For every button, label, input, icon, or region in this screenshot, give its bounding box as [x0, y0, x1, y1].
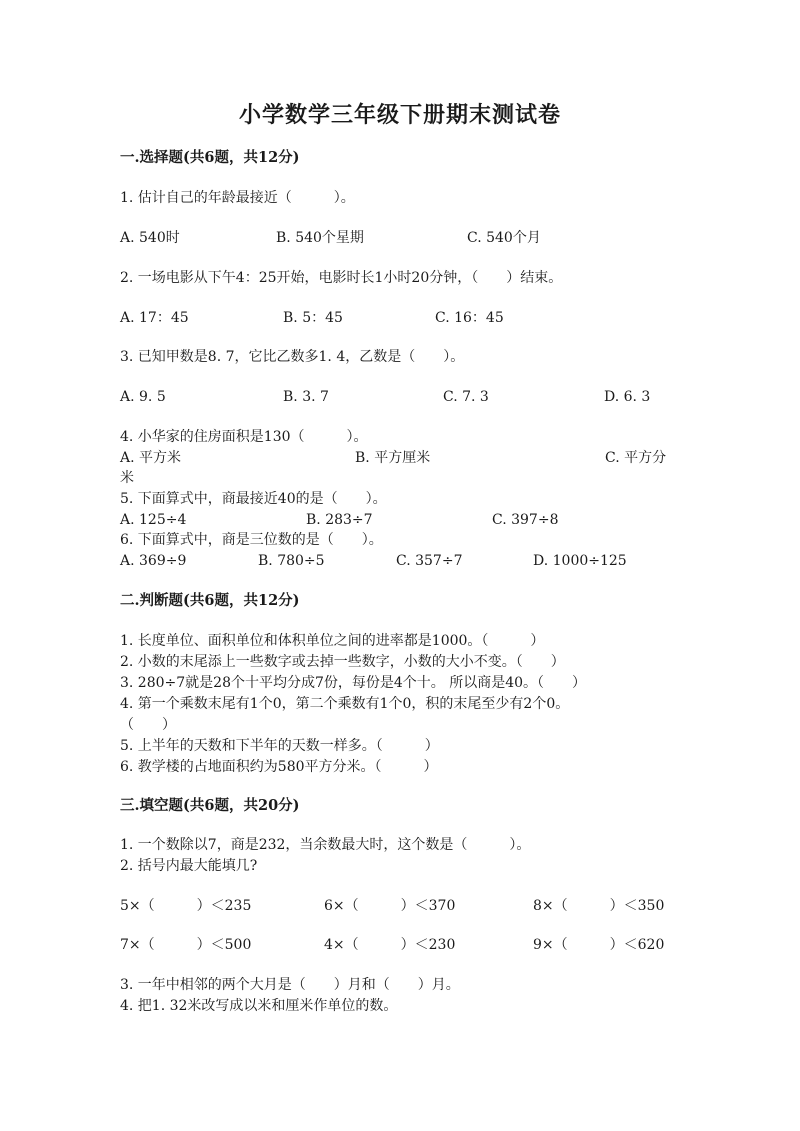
- option-a: A. 369÷9: [120, 553, 187, 569]
- judge-item: 2. 小数的末尾添上一些数字或去掉一些数字，小数的大小不变。（ ）: [120, 654, 565, 670]
- option-b: B. 平方厘米: [355, 450, 431, 466]
- question-text: 4. 小华家的住房面积是130（ ）。: [120, 429, 368, 445]
- option-a: A. 125÷4: [120, 512, 187, 528]
- fill-expression: 4×（ ）＜230: [324, 937, 456, 953]
- section-heading-fill: 三.填空题(共6题，共20分): [120, 797, 300, 814]
- judge-item: 3. 280÷7就是28个十平均分成7份，每份是4个十。 所以商是40。（ ）: [120, 675, 587, 691]
- judge-item: 1. 长度单位、面积单位和体积单位之间的进率都是1000。（ ）: [120, 633, 545, 649]
- judge-item: 4. 第一个乘数末尾有1个0，第二个乘数有1个0，积的末尾至少有2个0。: [120, 696, 570, 712]
- option-c: C. 16：45: [435, 310, 504, 326]
- judge-item: 5. 上半年的天数和下半年的天数一样多。（ ）: [120, 738, 439, 754]
- option-d: D. 1000÷125: [533, 553, 627, 569]
- option-a: A. 17：45: [120, 310, 189, 326]
- question-text: 2. 一场电影从下午4：25开始，电影时长1小时20分钟，（ ）结束。: [120, 270, 563, 286]
- question-text: 6. 下面算式中，商是三位数的是（ ）。: [120, 532, 383, 548]
- fill-expression: 8×（ ）＜350: [533, 898, 665, 914]
- option-c: C. 397÷8: [492, 512, 559, 528]
- option-b: B. 540个星期: [276, 230, 364, 246]
- question-text: 4. 把1. 32米改写成以米和厘米作单位的数。: [120, 998, 398, 1014]
- section-heading-choice: 一.选择题(共6题，共12分): [120, 149, 300, 166]
- fill-expression: 9×（ ）＜620: [533, 937, 665, 953]
- question-text: 5. 下面算式中，商最接近40的是（ ）。: [120, 491, 387, 507]
- option-b: B. 780÷5: [258, 553, 325, 569]
- option-c-wrap: 米: [120, 470, 134, 486]
- option-b: B. 3. 7: [283, 389, 329, 405]
- fill-expression: 6×（ ）＜370: [324, 898, 456, 914]
- option-a: A. 9. 5: [120, 389, 166, 405]
- question-text: 1. 一个数除以7，商是232，当余数最大时，这个数是（ ）。: [120, 837, 531, 853]
- option-b: B. 5：45: [283, 310, 343, 326]
- option-c: C. 540个月: [467, 230, 541, 246]
- option-a: A. 540时: [120, 230, 180, 246]
- fill-expression: 7×（ ）＜500: [120, 937, 252, 953]
- option-b: B. 283÷7: [306, 512, 373, 528]
- question-text: 2. 括号内最大能填几?: [120, 858, 258, 874]
- question-text: 3. 一年中相邻的两个大月是（ ）月和（ ）月。: [120, 977, 460, 993]
- option-c: C. 7. 3: [443, 389, 489, 405]
- exam-title: 小学数学三年级下册期末测试卷: [238, 102, 561, 128]
- fill-expression: 5×（ ）＜235: [120, 898, 252, 914]
- option-c: C. 平方分: [605, 450, 667, 466]
- option-a: A. 平方米: [120, 450, 182, 466]
- judge-item-wrap: （ ）: [120, 717, 176, 733]
- option-d: D. 6. 3: [604, 389, 651, 405]
- question-text: 1. 估计自己的年龄最接近（ ）。: [120, 190, 355, 206]
- section-heading-judge: 二.判断题(共6题，共12分): [120, 592, 300, 609]
- question-text: 3. 已知甲数是8. 7，它比乙数多1. 4，乙数是（ ）。: [120, 349, 465, 365]
- judge-item: 6. 教学楼的占地面积约为580平方分米。（ ）: [120, 759, 438, 775]
- option-c: C. 357÷7: [396, 553, 463, 569]
